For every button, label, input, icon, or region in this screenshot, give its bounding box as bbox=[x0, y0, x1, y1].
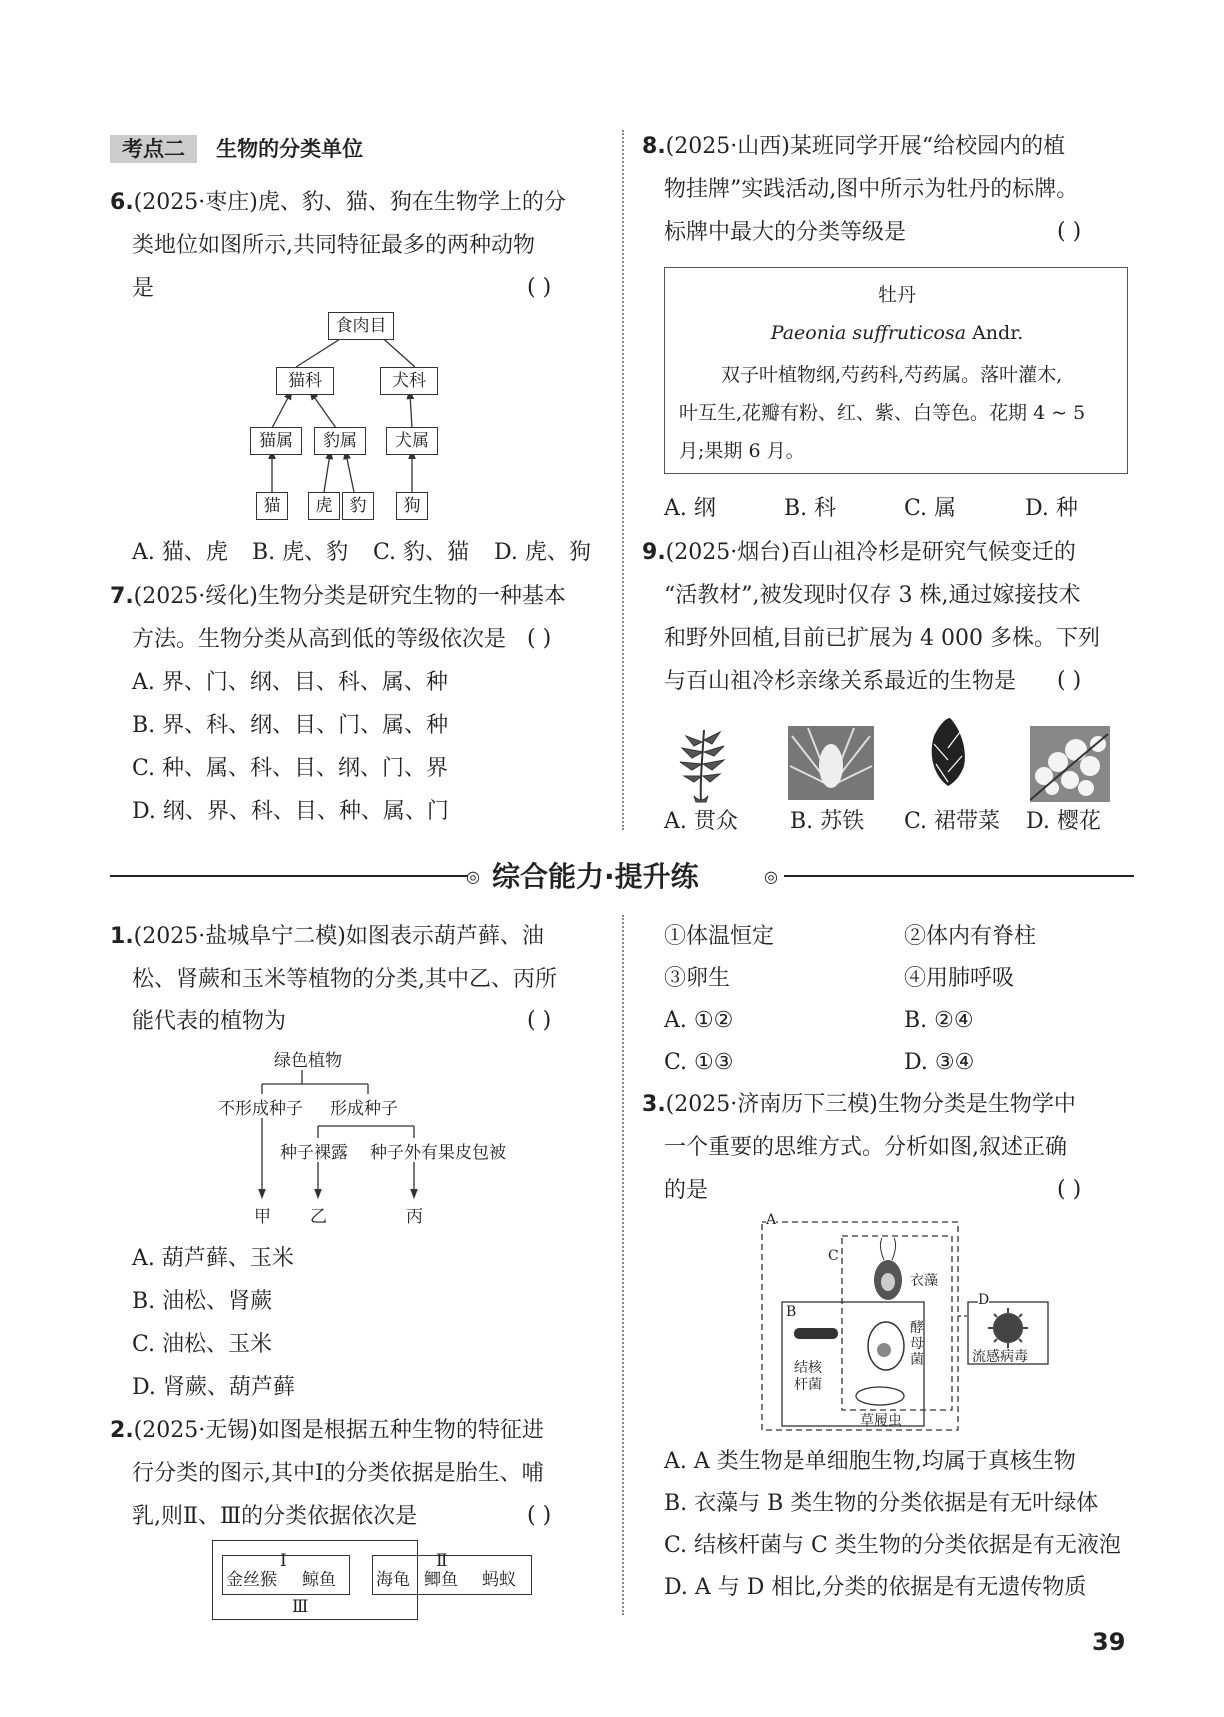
c3-option-d: D. A 与 D 相比,分类的依据是有无遗传物质 bbox=[664, 1575, 1087, 1600]
q6-option-d: D. 虎、狗 bbox=[494, 540, 591, 565]
c3-classification-diagram bbox=[760, 1212, 1050, 1434]
node-seed: 形成种子 bbox=[330, 1099, 398, 1119]
c1-text-2: 松、肾蕨和玉米等植物的分类,其中乙、丙所 bbox=[132, 967, 557, 992]
column-divider-bottom bbox=[622, 915, 624, 1615]
q9-text-4: 与百山祖冷杉亲缘关系最近的生物是 bbox=[664, 669, 1017, 694]
c3-text-2: 一个重要的思维方式。分析如图,叙述正确 bbox=[664, 1135, 1067, 1160]
c1-text-3: 能代表的植物为 bbox=[132, 1009, 287, 1034]
q7-option-c: C. 种、属、科、目、纲、门、界 bbox=[132, 756, 449, 781]
q6-option-c: C. 豹、猫 bbox=[373, 540, 470, 565]
q9-option-a: A. 贯众 bbox=[664, 809, 738, 834]
column-divider-top bbox=[622, 130, 624, 830]
q8-line1: 8.(2025·山西)某班同学开展“给校园内的植 bbox=[642, 134, 1066, 159]
q9-text-1: 百山祖冷杉是研究气候变迁的 bbox=[789, 540, 1076, 565]
c2-option-d: D. ③④ bbox=[904, 1050, 975, 1075]
q7-option-d: D. 纲、界、科、目、种、属、门 bbox=[132, 799, 449, 824]
node-naked-seed: 种子裸露 bbox=[280, 1143, 348, 1163]
q8-option-b: B. 科 bbox=[784, 496, 837, 521]
c2-text-2: 行分类的图示,其中Ⅰ的分类依据是胎生、哺 bbox=[132, 1461, 544, 1486]
label-C: C bbox=[828, 1248, 839, 1264]
q7-answer-paren: ( ) bbox=[527, 626, 552, 651]
c3-option-a: A. A 类生物是单细胞生物,均属于真核生物 bbox=[664, 1449, 1076, 1474]
q6-taxonomy-diagram bbox=[250, 310, 470, 530]
q8-text-3: 标牌中最大的分类等级是 bbox=[664, 220, 907, 245]
c1-plant-diagram bbox=[218, 1044, 528, 1234]
label-III: Ⅲ bbox=[292, 1597, 309, 1617]
node-covered-seed: 种子外有果皮包被 bbox=[370, 1143, 506, 1163]
card-latin-name: Paeonia suffruticosa bbox=[770, 322, 967, 344]
q6-text-3: 是 bbox=[132, 276, 155, 301]
c1-option-c: C. 油松、玉米 bbox=[132, 1332, 273, 1357]
c2-text-3: 乳,则Ⅱ、Ⅲ的分类依据依次是 bbox=[132, 1504, 418, 1529]
node-genus-felis: 猫属 bbox=[250, 427, 302, 455]
c3-answer-paren: ( ) bbox=[1057, 1177, 1082, 1202]
peony-label-card bbox=[664, 267, 1128, 474]
c2-option-a: A. ①② bbox=[664, 1008, 734, 1033]
q6-text-2: 类地位如图所示,共同特征最多的两种动物 bbox=[132, 233, 535, 258]
node-genus-canis: 犬属 bbox=[386, 427, 438, 455]
q8-text-1: 某班同学开展“给校园内的植 bbox=[789, 134, 1066, 159]
q9-number: 9 bbox=[642, 540, 658, 565]
node-no-seed: 不形成种子 bbox=[218, 1099, 303, 1119]
q6-answer-paren: ( ) bbox=[527, 275, 552, 300]
node-species-dog: 狗 bbox=[396, 492, 428, 520]
q8-answer-paren: ( ) bbox=[1057, 219, 1082, 244]
c3-text-1: 生物分类是生物学中 bbox=[877, 1092, 1076, 1117]
c1-text-1: 如图表示葫芦藓、油 bbox=[345, 924, 544, 949]
seaweed-image bbox=[924, 716, 972, 806]
c3-option-b: B. 衣藻与 B 类生物的分类依据是有无叶绿体 bbox=[664, 1491, 1099, 1516]
c2-choice-2: ②体内有脊柱 bbox=[904, 924, 1037, 949]
q8-option-a: A. 纲 bbox=[664, 496, 716, 521]
q6-text-1: 虎、豹、猫、狗在生物学上的分 bbox=[257, 190, 566, 215]
banner-title: 综合能力·提升练 bbox=[492, 860, 699, 893]
q7-text-2: 方法。生物分类从高到低的等级依次是 bbox=[132, 627, 507, 652]
cycad-image bbox=[788, 726, 874, 800]
q7-option-b: B. 界、科、纲、目、门、属、种 bbox=[132, 713, 449, 738]
banner-rule-right bbox=[784, 875, 1134, 877]
c3-diagram-drawing bbox=[760, 1216, 1050, 1434]
fern-image bbox=[672, 722, 730, 804]
node-family-cat: 猫科 bbox=[276, 367, 334, 395]
section-badge: 考点二 bbox=[110, 135, 197, 163]
label-I: Ⅰ bbox=[280, 1551, 287, 1571]
node-order: 食肉目 bbox=[328, 312, 394, 340]
animal-ant: 蚂蚁 bbox=[482, 1570, 516, 1590]
q9-text-3: 和野外回植,目前已扩展为 4 000 多株。下列 bbox=[664, 626, 1100, 651]
c3-option-c: C. 结核杆菌与 C 类生物的分类依据是有无液泡 bbox=[664, 1533, 1121, 1558]
card-name: 牡丹 bbox=[877, 284, 916, 306]
c2-source: (2025·无锡) bbox=[133, 1418, 258, 1443]
c1-answer-paren: ( ) bbox=[527, 1008, 552, 1033]
c2-choice-4: ④用肺呼吸 bbox=[904, 966, 1015, 991]
q9-line1: 9.(2025·烟台)百山祖冷杉是研究气候变迁的 bbox=[642, 540, 1076, 565]
q7-line1: 7.(2025·绥化)生物分类是研究生物的一种基本 bbox=[110, 584, 566, 609]
node-species-cat: 猫 bbox=[256, 492, 288, 520]
c1-option-d: D. 肾蕨、葫芦藓 bbox=[132, 1375, 295, 1400]
banner-bullet-left: ◎ bbox=[466, 867, 480, 886]
label-paramecium: 草履虫 bbox=[860, 1413, 902, 1429]
label-II: Ⅱ bbox=[436, 1551, 448, 1571]
cherry-blossom-image bbox=[1030, 726, 1110, 802]
label-algae: 衣藻 bbox=[910, 1273, 938, 1289]
page-number: 39 bbox=[1092, 1628, 1126, 1656]
animal-whale: 鲸鱼 bbox=[302, 1570, 336, 1590]
c3-source: (2025·济南历下三模) bbox=[665, 1092, 878, 1117]
label-tb-bacterium: 结核杆菌 bbox=[794, 1360, 822, 1393]
c3-text-3: 的是 bbox=[664, 1178, 709, 1203]
label-D: D bbox=[978, 1292, 990, 1308]
c2-choice-1: ①体温恒定 bbox=[664, 924, 775, 949]
c2-number: 2 bbox=[110, 1418, 126, 1443]
q9-option-b: B. 苏铁 bbox=[790, 809, 865, 834]
q8-text-2: 物挂牌”实践活动,图中所示为牡丹的标牌。 bbox=[664, 177, 1079, 202]
c1-number: 1 bbox=[110, 924, 126, 949]
c3-line1: 3.(2025·济南历下三模)生物分类是生物学中 bbox=[642, 1092, 1076, 1117]
banner-rule-left bbox=[110, 875, 468, 877]
c2-venn-diagram bbox=[212, 1540, 532, 1630]
node-jia: 甲 bbox=[254, 1207, 271, 1227]
q9-text-2: “活教材”,被发现时仅存 3 株,通过嫁接技术 bbox=[664, 583, 1081, 608]
q7-source: (2025·绥化) bbox=[133, 584, 258, 609]
card-text-2: 叶互生,花瓣有粉、红、紫、白等色。花期 4 ~ 5 bbox=[679, 402, 1086, 424]
c1-source: (2025·盐城阜宁二模) bbox=[133, 924, 346, 949]
q8-source: (2025·山西) bbox=[665, 134, 790, 159]
c1-line1: 1.(2025·盐城阜宁二模)如图表示葫芦藓、油 bbox=[110, 924, 544, 949]
card-latin bbox=[665, 322, 1129, 344]
q8-number: 8 bbox=[642, 134, 658, 159]
c1-option-a: A. 葫芦藓、玉米 bbox=[132, 1246, 294, 1271]
c2-choice-3: ③卵生 bbox=[664, 966, 731, 991]
node-species-leopard: 豹 bbox=[342, 492, 374, 520]
c2-line1: 2.(2025·无锡)如图是根据五种生物的特征进 bbox=[110, 1418, 544, 1443]
q6-number: 6 bbox=[110, 190, 126, 215]
label-flu-virus: 流感病毒 bbox=[972, 1349, 1028, 1365]
section-title: 生物的分类单位 bbox=[216, 137, 364, 161]
label-yeast: 酵母菌 bbox=[910, 1320, 924, 1368]
q8-option-c: C. 属 bbox=[904, 496, 957, 521]
q7-text-1: 生物分类是研究生物的一种基本 bbox=[257, 584, 566, 609]
c2-option-c: C. ①③ bbox=[664, 1050, 734, 1075]
card-text-3: 月;果期 6 月。 bbox=[679, 440, 805, 462]
c1-option-b: B. 油松、肾蕨 bbox=[132, 1289, 273, 1314]
node-family-dog: 犬科 bbox=[380, 367, 438, 395]
node-green-plants: 绿色植物 bbox=[274, 1051, 342, 1071]
q6-option-a: A. 猫、虎 bbox=[132, 540, 228, 565]
q6-source: (2025·枣庄) bbox=[133, 190, 258, 215]
q7-option-a: A. 界、门、纲、目、科、属、种 bbox=[132, 670, 448, 695]
q9-option-c: C. 裙带菜 bbox=[904, 809, 1001, 834]
q9-source: (2025·烟台) bbox=[665, 540, 790, 565]
card-author: Andr. bbox=[972, 322, 1024, 344]
node-genus-panthera: 豹属 bbox=[314, 427, 366, 455]
animal-golden-monkey: 金丝猴 bbox=[226, 1570, 277, 1590]
section-heading bbox=[110, 133, 363, 163]
q9-answer-paren: ( ) bbox=[1057, 668, 1082, 693]
q6-option-b: B. 虎、豹 bbox=[252, 540, 349, 565]
card-text-1: 双子叶植物纲,芍药科,芍药属。落叶灌木, bbox=[721, 364, 1063, 386]
q7-number: 7 bbox=[110, 584, 126, 609]
label-A: A bbox=[766, 1212, 777, 1228]
c2-option-b: B. ②④ bbox=[904, 1008, 974, 1033]
c2-answer-paren: ( ) bbox=[527, 1503, 552, 1528]
label-B: B bbox=[786, 1304, 797, 1320]
animal-sea-turtle: 海龟 bbox=[376, 1570, 410, 1590]
q6-line1: 6.(2025·枣庄)虎、豹、猫、狗在生物学上的分 bbox=[110, 190, 566, 215]
node-bing: 丙 bbox=[406, 1207, 423, 1227]
c2-text-1: 如图是根据五种生物的特征进 bbox=[257, 1418, 544, 1443]
banner-bullet-right: ◎ bbox=[764, 867, 778, 886]
animal-crucian-carp: 鲫鱼 bbox=[424, 1570, 458, 1590]
c3-number: 3 bbox=[642, 1092, 658, 1117]
q8-option-d: D. 种 bbox=[1025, 496, 1078, 521]
q9-option-d: D. 樱花 bbox=[1026, 809, 1101, 834]
node-species-tiger: 虎 bbox=[308, 492, 340, 520]
node-yi: 乙 bbox=[310, 1207, 327, 1227]
